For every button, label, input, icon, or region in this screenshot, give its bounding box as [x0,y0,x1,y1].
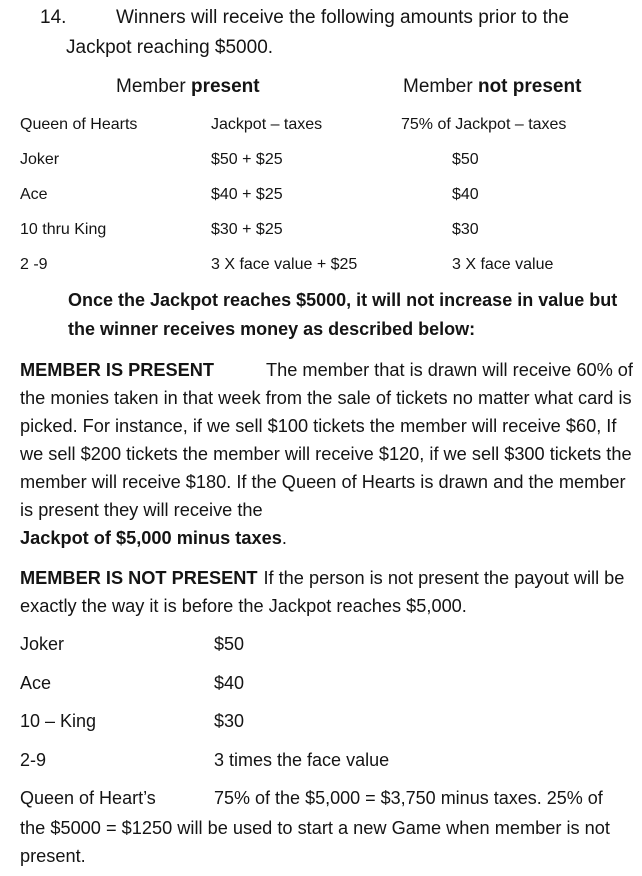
member-not-present-body: If the person is not present the payout will be exactly the way it is before the Jackpot reaches $5,000. [20,568,625,616]
table-cell-present: $40 + $25 [211,186,283,203]
table-cell-not-present: $40 [452,186,479,203]
queen-card-label: Queen of Heart’s [20,788,156,808]
table-cell-card: 2 -9 [20,256,48,273]
member-not-present-label: MEMBER IS NOT PRESENT [20,568,258,588]
column-header-not-present-prefix: Member [403,76,478,97]
table-cell-card: 10 thru King [20,221,107,238]
list-item-amount: $30 [214,711,245,731]
table-cell-not-present: 75% of Jackpot – taxes [401,116,567,133]
table-cell-card: Queen of Hearts [20,116,138,133]
list-item-amount: $50 [214,634,245,654]
table-cell-present: 3 X face value + $25 [211,256,358,273]
member-present-paragraph [20,356,638,552]
table-cell-card: Ace [20,186,48,203]
member-present-label: MEMBER IS PRESENT [20,360,215,380]
queen-body-rest: the $5000 = $1250 will be used to start a new Game when member is not present. [20,818,610,866]
member-present-jackpot: Jackpot of $5,000 minus taxes [20,528,282,548]
table-cell-present: $30 + $25 [211,221,283,238]
member-present-body: The member that is drawn will receive 60% of the monies taken in that week from the sale of tickets no matter what card is picked. For instance, if we sell $100 tickets the member will receive $60, If we sell $200 tickets the member will receive $120, if we sell $300 tickets the member will receive $180. If the Queen of Hearts is drawn and the member is present they will receive the [20,360,633,520]
table-cell-not-present: $50 [452,151,479,168]
queen-body-first: 75% of the $5,000 = $3,750 minus taxes. 25% of [214,788,603,808]
member-not-present-paragraph [20,564,638,620]
list-item-card: Joker [20,634,65,654]
table-cell-not-present: 3 X face value [452,256,554,273]
column-header-present-prefix: Member [116,76,191,97]
column-header-member-present [116,76,260,98]
section-heading-line1: Winners will receive the following amounts prior to the [116,7,570,28]
column-header-present-bold: present [190,76,260,97]
notice-line2: the winner receives money as described below: [68,319,476,339]
member-present-period: . [281,528,287,548]
notice-line1: Once the Jackpot reaches $5000, it will not increase in value but [68,290,618,310]
section-heading-line2: Jackpot reaching $5000. [66,37,274,58]
section-number: 14. [40,7,67,28]
table-cell-present: Jackpot – taxes [211,116,323,133]
list-item-amount: 3 times the face value [214,750,390,770]
list-item-amount: $40 [214,673,245,693]
list-item-card: 2-9 [20,750,47,770]
list-item-card: 10 – King [20,711,97,731]
column-header-member-not-present [403,76,581,98]
table-cell-present: $50 + $25 [211,151,283,168]
list-item-card: Ace [20,673,52,693]
table-cell-not-present: $30 [452,221,479,238]
table-cell-card: Joker [20,151,60,168]
column-header-not-present-bold: not present [477,76,582,97]
